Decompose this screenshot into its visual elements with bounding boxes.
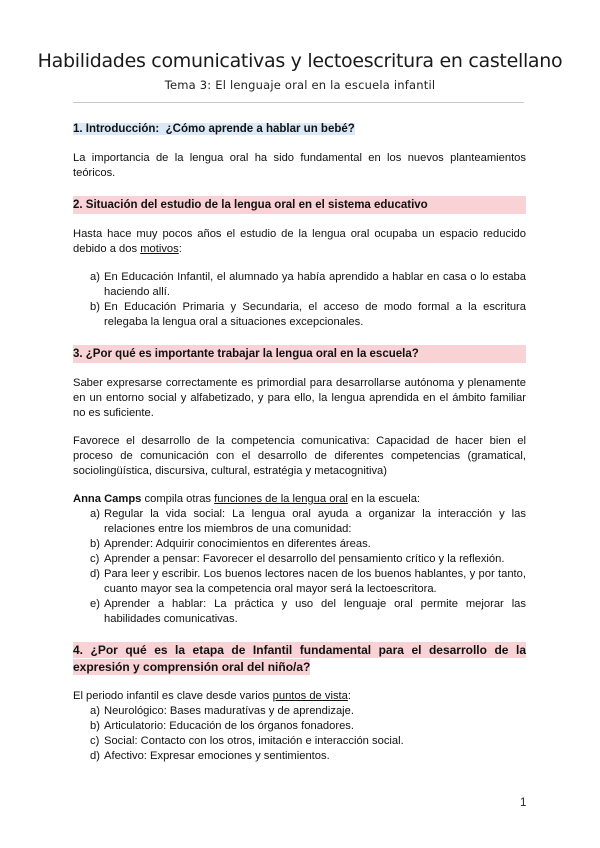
list-item: a) En Educación Infantil, el alumnado ya había aprendido a hablar en casa o lo estaba haciendo allí.: [90, 271, 526, 298]
section-2-intro: Hasta hace muy pocos años el estudio de la lengua oral ocupaba un espacio reducido debido a dos motivos:: [73, 228, 526, 255]
section-1-heading: [73, 120, 526, 138]
list-item: a) Neurológico: Bases maduratívas y de aprendizaje.: [90, 705, 354, 717]
list-item: d) Para leer y escribir. Los buenos lectores nacen de los buenos hablantes, y por tanto, cuanto mayor sea la competencia oral mayor será la lectoescritora.: [90, 568, 526, 595]
section-1-number: 1. Introducción:: [73, 123, 160, 135]
list-item: b) Articulatorio: Educación de los órganos fonadores.: [90, 720, 355, 732]
section-4-heading: 4. ¿Por qué es la etapa de Infantil fundamental para el desarrollo de la expresión y comprensión oral del niño/a?: [73, 643, 526, 674]
header-divider: [73, 102, 524, 103]
author-name: Anna Camps: [73, 493, 142, 505]
section-3-functions-intro: Anna Camps compila otras funciones de la lengua oral en la escuela:: [73, 493, 421, 505]
list-item: e) Aprender a hablar: La práctica y uso del lenguaje oral permite mejorar las habilidades comunicativas.: [90, 598, 526, 625]
section-3-paragraph-1: Saber expresarse correctamente es primordial para desarrollarse autónoma y plenamente en un entorno social y alfabetizado, y para ello, la lengua aprendida en el ámbito familiar no es suficiente.: [73, 377, 526, 419]
list-item: c) Social: Contacto con los otros, imitación e interacción social.: [90, 735, 404, 747]
section-4-intro: El periodo infantil es clave desde varios puntos de vista:: [73, 690, 351, 702]
motivos-underlined: motivos: [140, 243, 179, 255]
list-item: d) Afectivo: Expresar emociones y sentimientos.: [90, 750, 330, 762]
list-item: c) Aprender a pensar: Favorecer el desarrollo del pensamiento crítico y la reflexión.: [90, 553, 505, 565]
section-2-list: [73, 270, 526, 330]
document-title: Habilidades comunicativas y lectoescritura en castellano: [37, 50, 563, 72]
list-item: b) En Educación Primaria y Secundaria, el acceso de modo formal a la escritura relegaba la lengua oral a situaciones excepcionales.: [90, 301, 526, 328]
section-3-list: [73, 507, 526, 627]
viewpoints-underlined: puntos de vista: [272, 690, 348, 702]
section-1-paragraph: La importancia de la lengua oral ha sido fundamental en los nuevos planteamientos teóricos.: [73, 152, 526, 179]
section-1-question: ¿Cómo aprende a hablar un bebé?: [165, 123, 355, 135]
document-subtitle: Tema 3: El lenguaje oral en la escuela infantil: [164, 78, 436, 92]
section-4-list: [73, 704, 526, 764]
functions-underlined: funciones de la lengua oral: [214, 493, 348, 505]
list-item: a) Regular la vida social: La lengua oral ayuda a organizar la interacción y las relaciones entre los miembros de una comunidad:: [90, 508, 526, 535]
document-body: [73, 120, 526, 764]
page-number: 1: [520, 797, 527, 809]
list-item: b) Aprender: Adquirir conocimientos en diferentes áreas.: [90, 538, 371, 550]
section-3-heading: 3. ¿Por qué es importante trabajar la lengua oral en la escuela?: [73, 345, 526, 363]
section-2-heading: 2. Situación del estudio de la lengua oral en el sistema educativo: [73, 196, 526, 214]
section-3-paragraph-2: Favorece el desarrollo de la competencia comunicativa: Capacidad de hacer bien el proceso de comunicación con el desarrollo de diferentes competencias (gramatical, sociolingüística, discursiva, cultural, estratégia y metacognitiva): [73, 435, 526, 477]
